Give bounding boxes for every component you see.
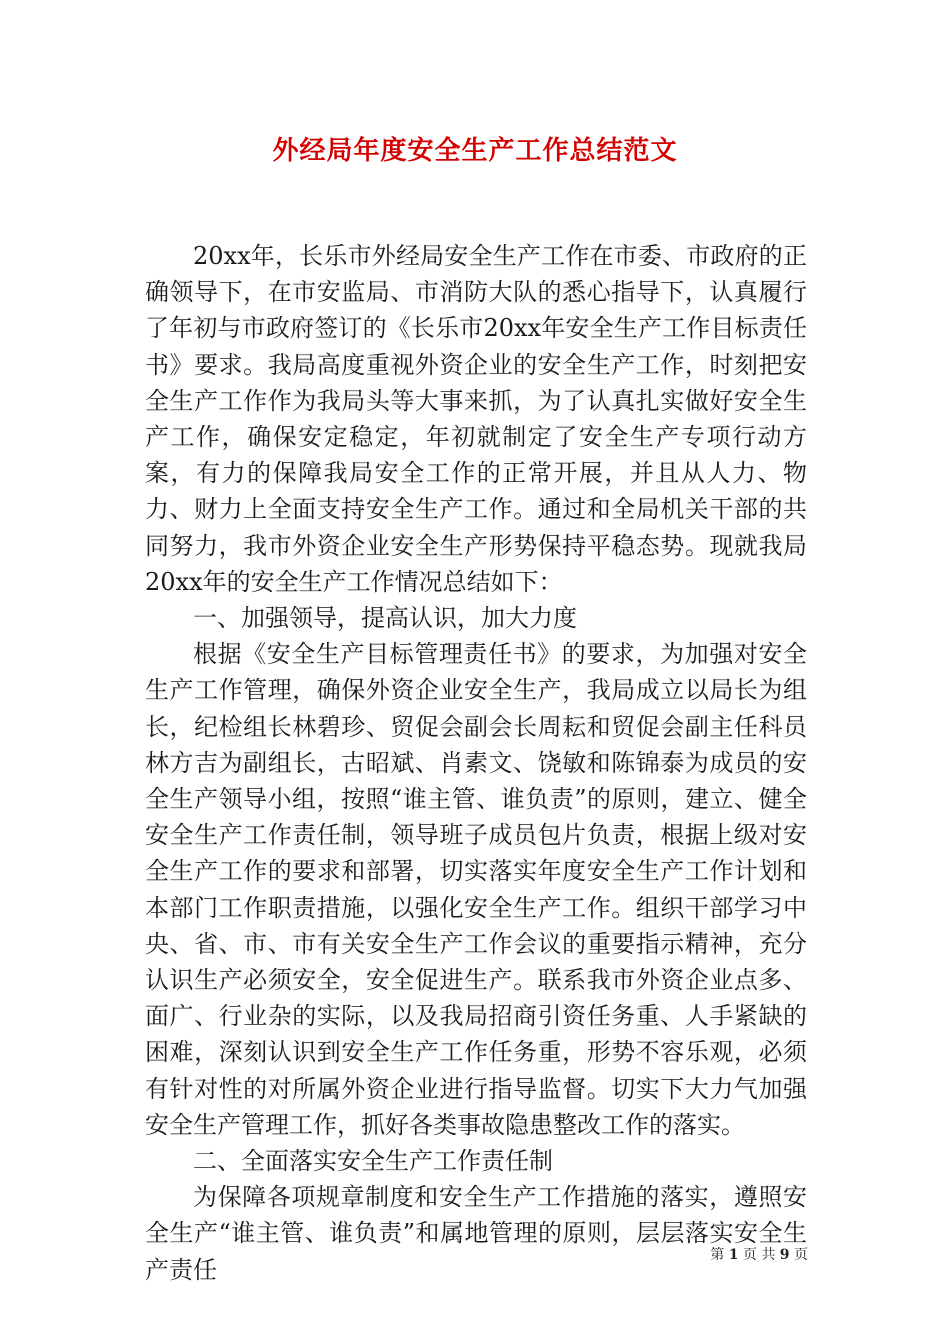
document-title: 外经局年度安全生产工作总结范文: [272, 136, 678, 166]
document-body: [145, 238, 807, 1288]
paragraph-section-1: 根据《安全生产目标管理责任书》的要求，为加强对安全生产工作管理，确保外资企业安全生产，我局成立以局长为组长，纪检组长林碧珍、贸促会副会长周耘和贸促会副主任科员林方吉为副组长，古昭斌、肖素文、饶敏和陈锦泰为成员的安全生产领导小组，按照“谁主管、谁负责”的原则，建立、健全安全生产工作责任制，领导班子成员包片负责，根据上级对安全生产工作的要求和部署，切实落实年度安全生产工作计划和本部门工作职责措施，以强化安全生产工作。组织干部学习中央、省、市、市有关安全生产工作会议的重要指示精神，充分认识生产必须安全，安全促进生产。联系我市外资企业点多、面广、行业杂的实际，以及我局招商引资任务重、人手紧缺的困难，深刻认识到安全生产工作任务重，形势不容乐观，必须有针对性的对所属外资企业进行指导监督。切实下大力气加强安全生产管理工作，抓好各类事故隐患整改工作的落实。: [145, 640, 807, 1139]
footer-prefix: 第: [710, 1247, 725, 1263]
section-heading-1: 一、加强领导，提高认识，加大力度: [193, 604, 577, 633]
total-pages-number: 9: [779, 1247, 790, 1263]
current-page-number: 1: [728, 1247, 739, 1263]
paragraph-section-2: 为保障各项规章制度和安全生产工作措施的落实，遵照安全生产“谁主管、谁负责”和属地管理的原则，层层落实安全生产责任: [145, 1183, 807, 1284]
footer-suffix: 页: [794, 1247, 808, 1263]
section-heading-2: 二、全面落实安全生产工作责任制: [193, 1147, 553, 1176]
page-number-footer: [710, 1244, 808, 1264]
footer-middle: 页 共: [742, 1247, 776, 1263]
paragraph-intro: 20xx年，长乐市外经局安全生产工作在市委、市政府的正确领导下，在市安监局、市消防大队的悉心指导下，认真履行了年初与市政府签订的《长乐市20xx年安全生产工作目标责任书》要求。我局高度重视外资企业的安全生产工作，时刻把安全生产工作作为我局头等大事来抓，为了认真扎实做好安全生产工作，确保安定稳定，年初就制定了安全生产专项行动方案，有力的保障我局安全工作的正常开展，并且从人力、物力、财力上全面支持安全生产工作。通过和全局机关干部的共同努力，我市外资企业安全生产形势保持平稳态势。现就我局20xx年的安全生产工作情况总结如下：: [145, 242, 807, 596]
